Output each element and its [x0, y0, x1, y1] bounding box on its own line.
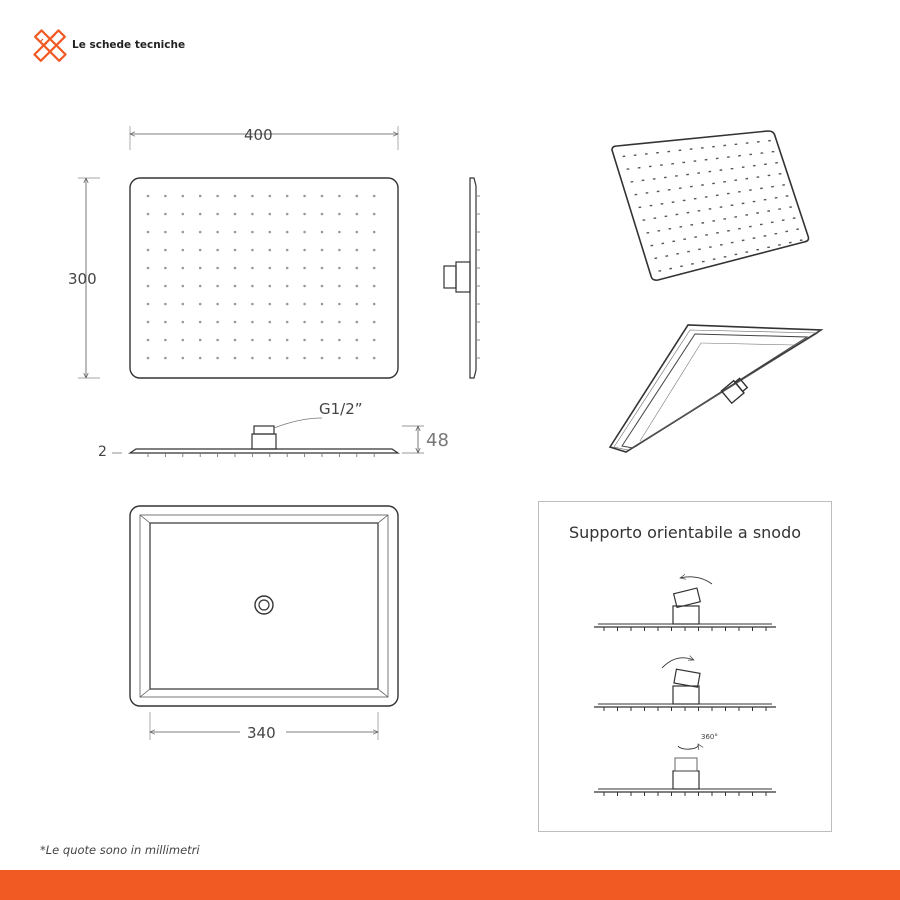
swivel-joint-panel — [538, 501, 832, 832]
side-view — [444, 178, 480, 378]
brand-name: Le schede tecniche — [72, 39, 186, 51]
rear-view — [130, 506, 398, 740]
connector-label: G1/2” — [319, 400, 363, 418]
shower-head-front-outline — [130, 178, 398, 378]
front-view — [78, 126, 398, 378]
isometric-bottom-view — [610, 325, 821, 452]
thickness-label: 2 — [98, 444, 107, 460]
isometric-top-view — [612, 131, 809, 280]
profile-plate — [130, 449, 398, 453]
footnote: *Le quote sono in millimetri — [40, 843, 200, 857]
accent-bar — [0, 870, 900, 900]
nozzle-grid — [147, 195, 376, 360]
height-label: 300 — [68, 270, 97, 288]
panel-title: Supporto orientabile a snodo — [568, 523, 802, 542]
profile-view — [112, 418, 424, 457]
connector-height-label: 48 — [426, 430, 449, 451]
width-label: 400 — [244, 126, 273, 144]
inner-width-label: 340 — [247, 724, 276, 742]
rotation-label: 360° — [701, 733, 718, 741]
